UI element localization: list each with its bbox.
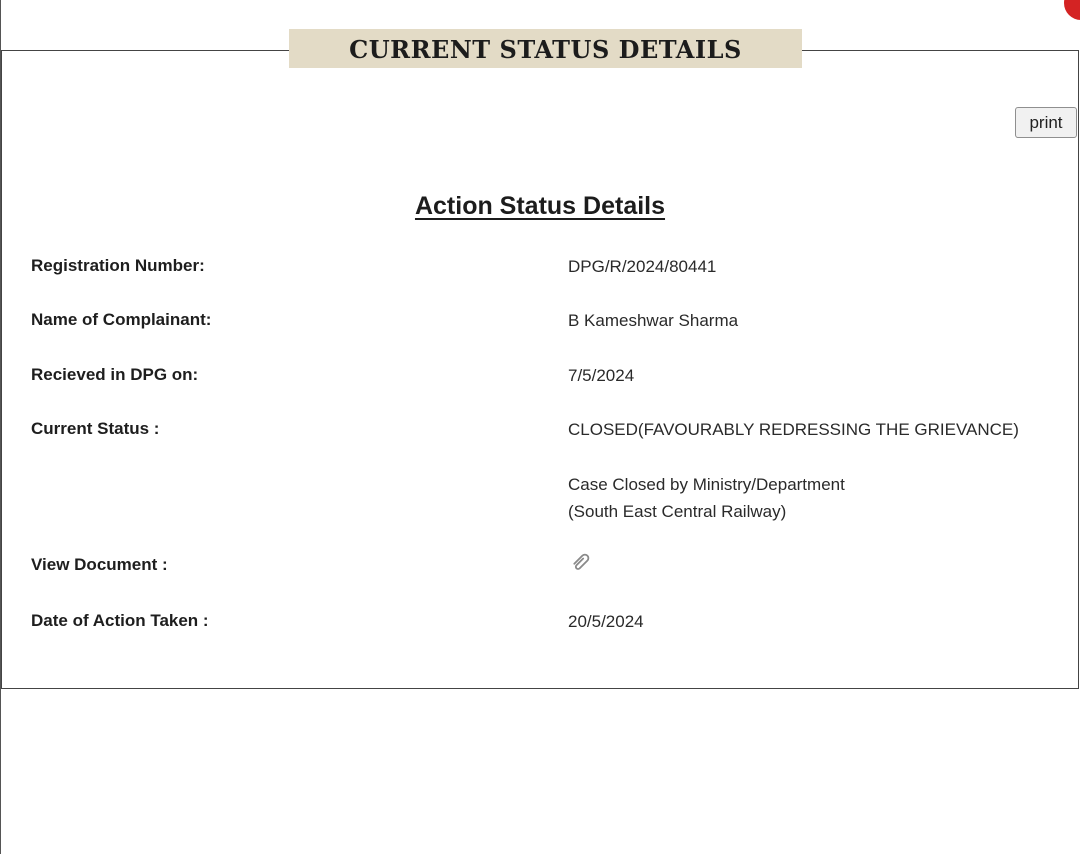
section-heading-text: Action Status Details <box>414 192 666 220</box>
closure-remark-line-1: Case Closed by Ministry/Department <box>568 475 845 494</box>
print-button[interactable]: print <box>1015 107 1077 138</box>
received-date-value: 7/5/2024 <box>568 366 635 385</box>
registration-number-label: Registration Number: <box>31 256 205 275</box>
current-status-label: Current Status : <box>31 419 160 438</box>
action-date-label: Date of Action Taken : <box>31 611 209 630</box>
complainant-name-label: Name of Complainant: <box>31 310 212 329</box>
view-document-label: View Document : <box>31 555 168 574</box>
current-status-value: CLOSED(FAVOURABLY REDRESSING THE GRIEVANCE) <box>568 420 1019 439</box>
panel-title: CURRENT STATUS DETAILS <box>289 29 802 68</box>
paperclip-icon[interactable] <box>568 549 594 575</box>
close-icon[interactable] <box>1064 0 1080 20</box>
closure-remark-line-2: (South East Central Railway) <box>568 502 787 521</box>
section-heading <box>0 192 1080 221</box>
closure-remark <box>568 471 845 525</box>
action-date-value: 20/5/2024 <box>568 612 644 631</box>
complainant-name-value: B Kameshwar Sharma <box>568 311 739 330</box>
registration-number-value: DPG/R/2024/80441 <box>568 257 717 276</box>
received-date-label: Recieved in DPG on: <box>31 365 199 384</box>
